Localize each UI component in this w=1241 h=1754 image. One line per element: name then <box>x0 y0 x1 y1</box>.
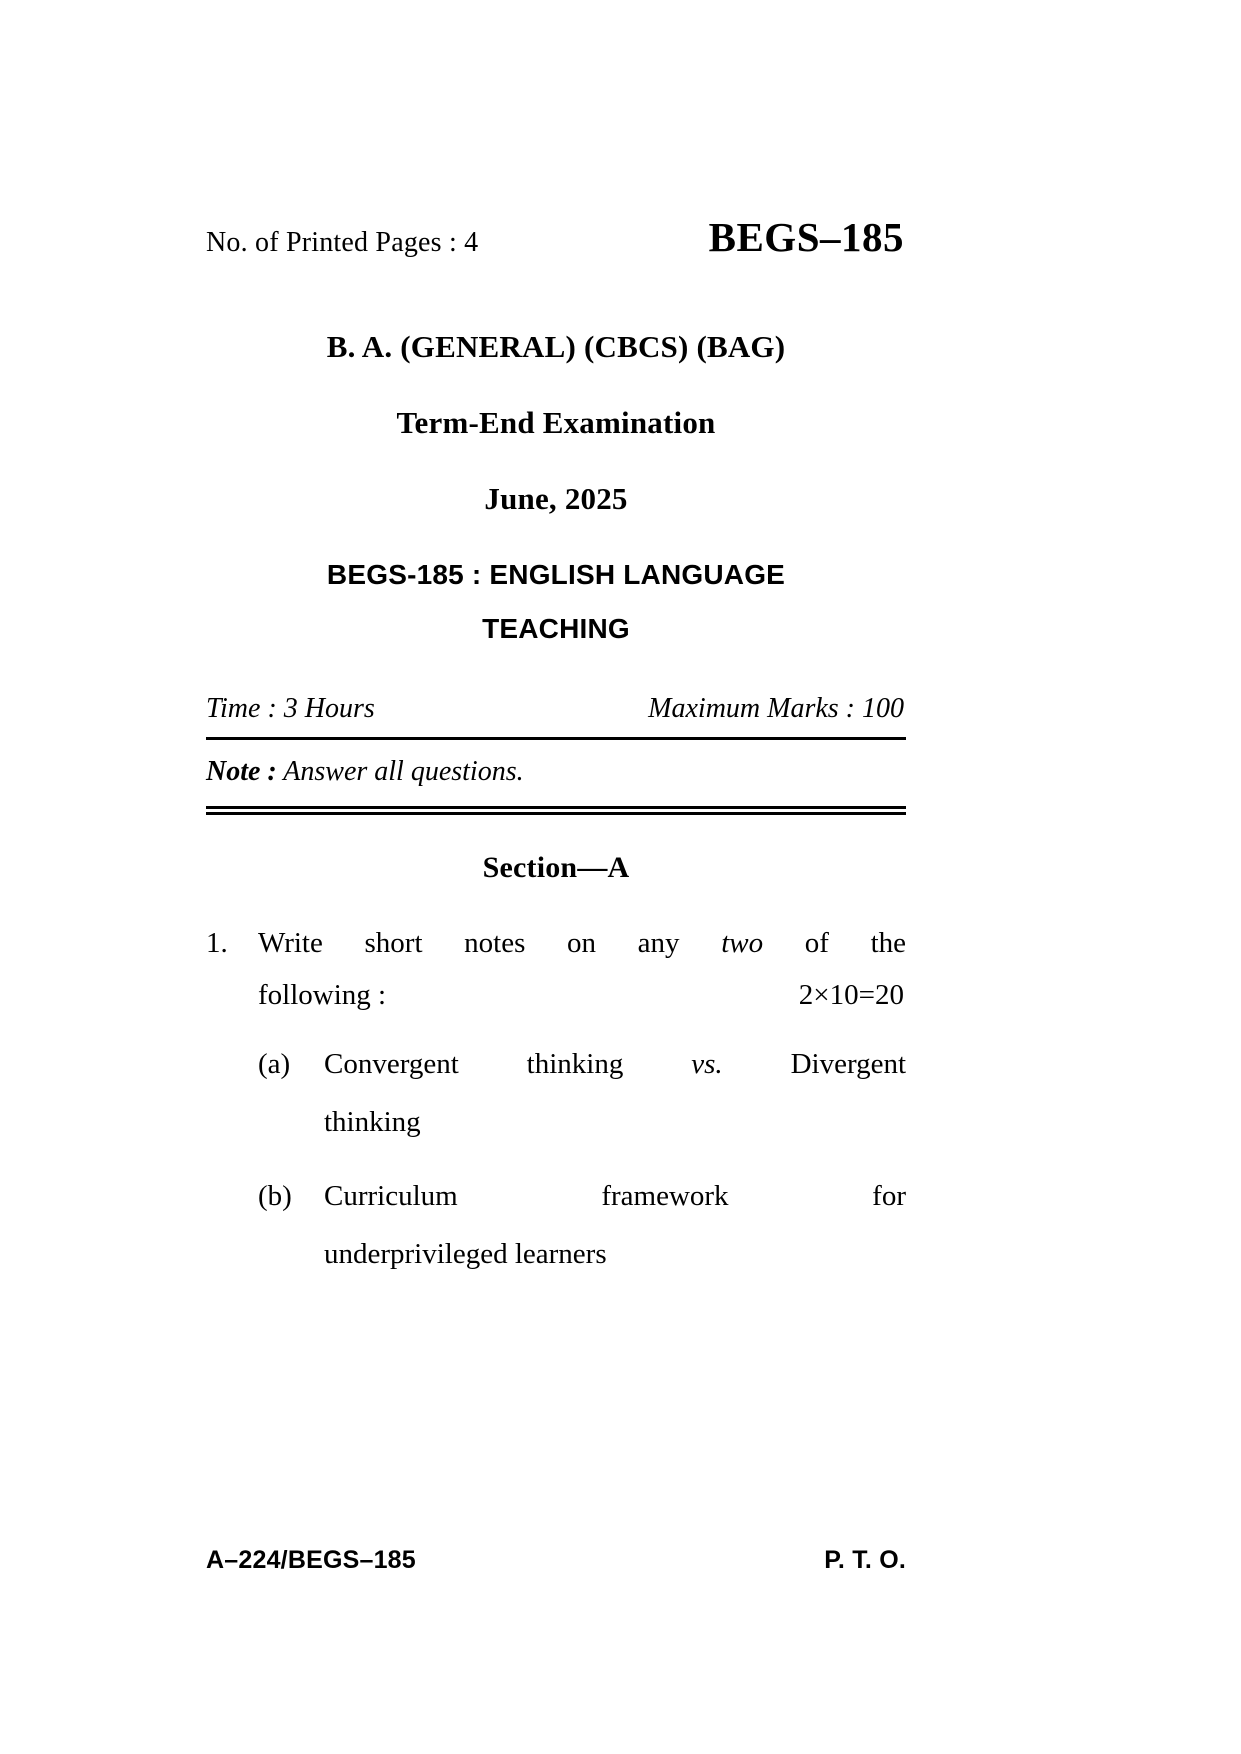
examination-title: Term-End Examination <box>396 405 716 440</box>
question-1-sub-item-a <box>206 1042 906 1144</box>
sub-item-a-text-part-2: Divergent <box>790 1048 907 1081</box>
footer-turn-over-note: P. T. O. <box>824 1546 906 1574</box>
question-1-marks: 2×10=20 <box>798 979 904 1012</box>
question-1-text <box>258 921 906 965</box>
divider-rule-single <box>206 737 906 740</box>
sub-item-a-row <box>206 1042 906 1086</box>
question-1-second-line <box>206 979 906 1012</box>
sub-item-b-row <box>206 1174 906 1218</box>
sub-item-b-label: (b) <box>258 1180 292 1213</box>
exam-session: June, 2025 <box>484 481 628 516</box>
footer-paper-code: A–224/BEGS–185 <box>206 1546 416 1574</box>
time-marks-row <box>206 693 906 725</box>
subject-title-line-1: BEGS-185 : ENGLISH LANGUAGE <box>326 559 786 590</box>
question-1-first-line <box>206 921 906 965</box>
page-content <box>206 0 906 1276</box>
paper-code: BEGS–185 <box>708 214 904 260</box>
question-1-text-part-1: Write short notes on any <box>258 927 680 959</box>
sub-item-b-continuation: underprivileged learners <box>324 1238 607 1271</box>
page-header <box>206 0 906 261</box>
sub-item-a-text-part-1: Convergent thinking <box>324 1048 624 1081</box>
sub-item-a-text <box>324 1042 906 1086</box>
sub-item-a-label: (a) <box>258 1048 291 1081</box>
question-1-text-continuation: following : <box>258 979 387 1012</box>
question-1-number: 1. <box>206 927 228 959</box>
note-row <box>206 756 906 788</box>
question-1-text-part-2: of the <box>804 927 907 959</box>
divider-rule-double <box>206 806 906 815</box>
section-heading: Section—A <box>482 851 630 884</box>
sub-item-b-text: Curriculum framework for <box>324 1180 906 1213</box>
subject-title-line-2: TEACHING <box>482 613 630 644</box>
printed-pages-label: No. of Printed Pages : 4 <box>206 227 479 258</box>
sub-item-a-continuation: thinking <box>324 1106 421 1139</box>
page-footer <box>206 1546 906 1575</box>
note-text: Answer all questions. <box>283 756 524 787</box>
degree-title: B. A. (GENERAL) (CBCS) (BAG) <box>326 329 786 364</box>
sub-item-a-emphasis: vs. <box>691 1048 723 1081</box>
question-1-sub-item-b <box>206 1174 906 1276</box>
note-label: Note : <box>206 756 277 787</box>
maximum-marks: Maximum Marks : 100 <box>648 693 904 724</box>
question-1-emphasis: two <box>721 927 764 959</box>
time-allowed: Time : 3 Hours <box>206 693 375 724</box>
question-1 <box>206 921 906 1276</box>
